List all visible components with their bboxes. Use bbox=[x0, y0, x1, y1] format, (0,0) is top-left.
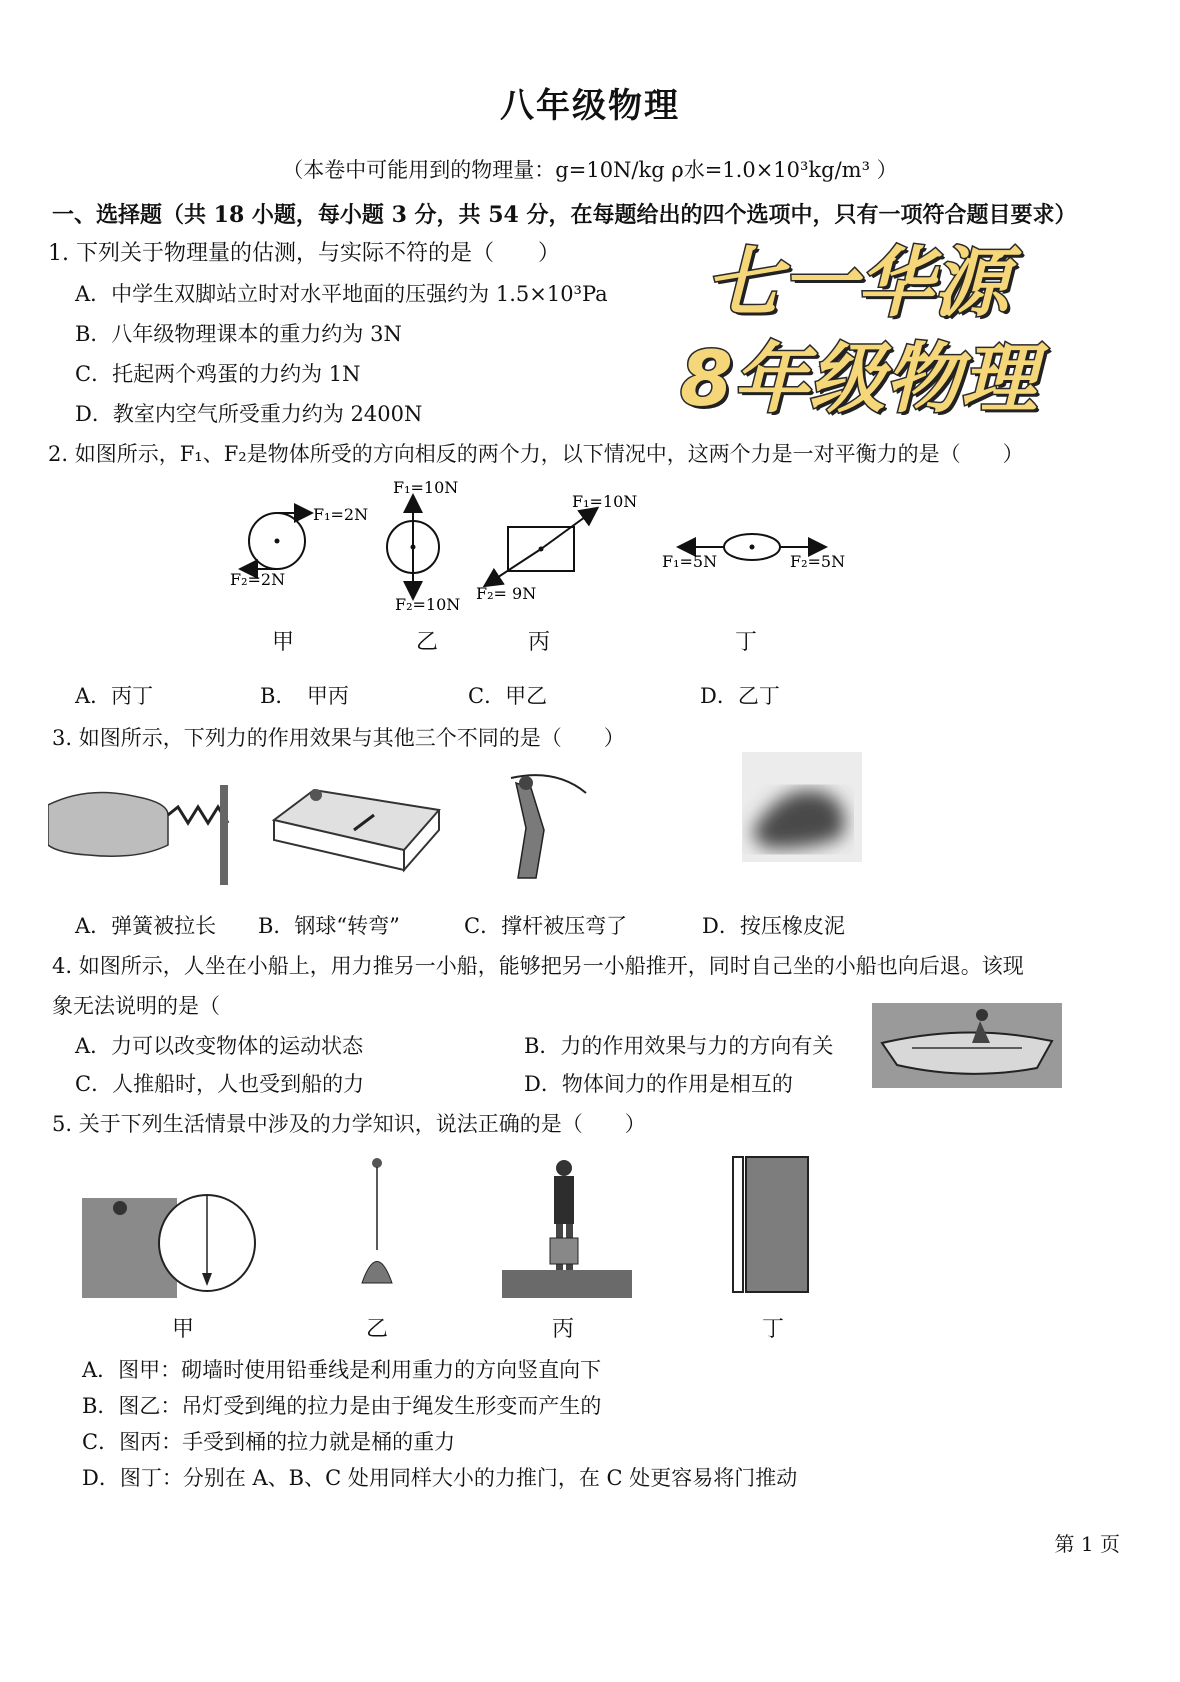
q2-force-diagrams bbox=[0, 475, 1180, 655]
q5-label-ding: 丁 bbox=[762, 1317, 785, 1342]
q2-option-d: D．乙丁 bbox=[700, 684, 780, 708]
jia-f2-label: F₂=2N bbox=[230, 570, 286, 589]
page-title: 八年级物理 bbox=[500, 86, 680, 126]
q5-option-b: B．图乙：吊灯受到绳的拉力是由于绳发生形变而产生的 bbox=[82, 1394, 602, 1418]
q4-option-d: D．物体间力的作用是相互的 bbox=[524, 1072, 793, 1096]
q4-stem-line-1: 4. 如图所示，人坐在小船上，用力推另一小船，能够把另一小船推开，同时自己坐的小船也向后退。该现 bbox=[52, 954, 1024, 978]
q5-label-bing: 丙 bbox=[552, 1317, 575, 1342]
q2-label-jia: 甲 bbox=[272, 630, 295, 655]
q4-option-b: B．力的作用效果与力的方向有关 bbox=[524, 1034, 834, 1058]
q5-stem: 5. 关于下列生活情景中涉及的力学知识，说法正确的是（ ） bbox=[52, 1112, 646, 1136]
q3-option-a: A．弹簧被拉长 bbox=[75, 914, 217, 938]
q2-stem: 2. 如图所示，F₁、F₂是物体所受的方向相反的两个力，以下情况中，这两个力是一对平衡力的是（ ） bbox=[48, 442, 1024, 466]
q2-option-a: A．丙丁 bbox=[75, 684, 154, 708]
q5-label-jia: 甲 bbox=[172, 1317, 195, 1342]
yi-f2-label: F₂=10N bbox=[395, 595, 461, 614]
q3-stem: 3. 如图所示，下列力的作用效果与其他三个不同的是（ ） bbox=[52, 726, 625, 750]
bing-f2-label: F₂= 9N bbox=[476, 584, 537, 603]
diagram-bing bbox=[476, 492, 637, 603]
person-carrying-bucket-picture bbox=[502, 1158, 632, 1298]
q2-option-c: C．甲乙 bbox=[468, 684, 548, 708]
diagram-yi bbox=[387, 478, 460, 614]
steel-ball-turning-picture bbox=[264, 775, 444, 885]
q3-option-c: C．撑杆被压弯了 bbox=[464, 914, 628, 938]
q2-label-bing: 丙 bbox=[528, 630, 551, 655]
watermark-line-2: 8年级物理 bbox=[680, 334, 1037, 423]
q4-option-c: C．人推船时，人也受到船的力 bbox=[75, 1072, 365, 1096]
door-picture bbox=[728, 1152, 818, 1297]
q1-stem: 1. 下列关于物理量的估测，与实际不符的是（ ） bbox=[48, 241, 560, 266]
q1-option-c: C．托起两个鸡蛋的力约为 1N bbox=[75, 362, 361, 386]
ding-f1-label: F₁=5N bbox=[662, 552, 718, 571]
q5-option-a: A．图甲：砌墙时使用铅垂线是利用重力的方向竖直向下 bbox=[82, 1358, 602, 1382]
boats-picture bbox=[872, 1003, 1062, 1088]
jia-f1-label: F₁=2N bbox=[313, 505, 369, 524]
physical-constants: （本卷中可能用到的物理量：g=10N/kg ρ水=1.0×10³kg/m³ ） bbox=[282, 158, 898, 182]
q2-option-b: B． 甲丙 bbox=[260, 684, 349, 708]
q1-option-b: B．八年级物理课本的重力约为 3N bbox=[75, 322, 402, 346]
pole-vault-picture bbox=[496, 768, 606, 888]
page-number: 第 1 页 bbox=[1054, 1532, 1120, 1556]
plumb-line-wall-picture bbox=[82, 1178, 257, 1298]
q3-option-d: D．按压橡皮泥 bbox=[702, 914, 845, 938]
ding-f2-label: F₂=5N bbox=[790, 552, 846, 571]
q5-label-yi: 乙 bbox=[366, 1317, 389, 1342]
watermark-line-1: 七一华源 bbox=[705, 238, 1009, 327]
section-heading: 一、选择题（共 18 小题，每小题 3 分，共 54 分，在每题给出的四个选项中，只有一项符合题目要求） bbox=[52, 202, 1077, 228]
q4-stem-line-2: 象无法说明的是（ bbox=[52, 994, 220, 1018]
press-clay-picture-blurred bbox=[742, 752, 862, 862]
hanging-lamp-picture bbox=[352, 1155, 402, 1285]
q2-label-yi: 乙 bbox=[416, 630, 439, 655]
yi-f1-label: F₁=10N bbox=[393, 478, 459, 497]
q1-option-a: A．中学生双脚站立时对水平地面的压强约为 1.5×10³Pa bbox=[75, 282, 608, 306]
q5-option-c: C．图丙：手受到桶的拉力就是桶的重力 bbox=[82, 1430, 456, 1454]
q5-option-d: D．图丁：分别在 A、B、C 处用同样大小的力推门，在 C 处更容易将门推动 bbox=[82, 1466, 798, 1490]
bing-f1-label: F₁=10N bbox=[572, 492, 638, 511]
q3-option-b: B．钢球“转弯” bbox=[258, 914, 400, 938]
q4-option-a: A．力可以改变物体的运动状态 bbox=[75, 1034, 364, 1058]
diagram-jia bbox=[230, 505, 368, 589]
spring-stretched-picture bbox=[48, 775, 248, 885]
diagram-ding bbox=[662, 534, 845, 571]
q1-option-d: D．教室内空气所受重力约为 2400N bbox=[75, 402, 423, 426]
q2-label-ding: 丁 bbox=[735, 630, 758, 655]
